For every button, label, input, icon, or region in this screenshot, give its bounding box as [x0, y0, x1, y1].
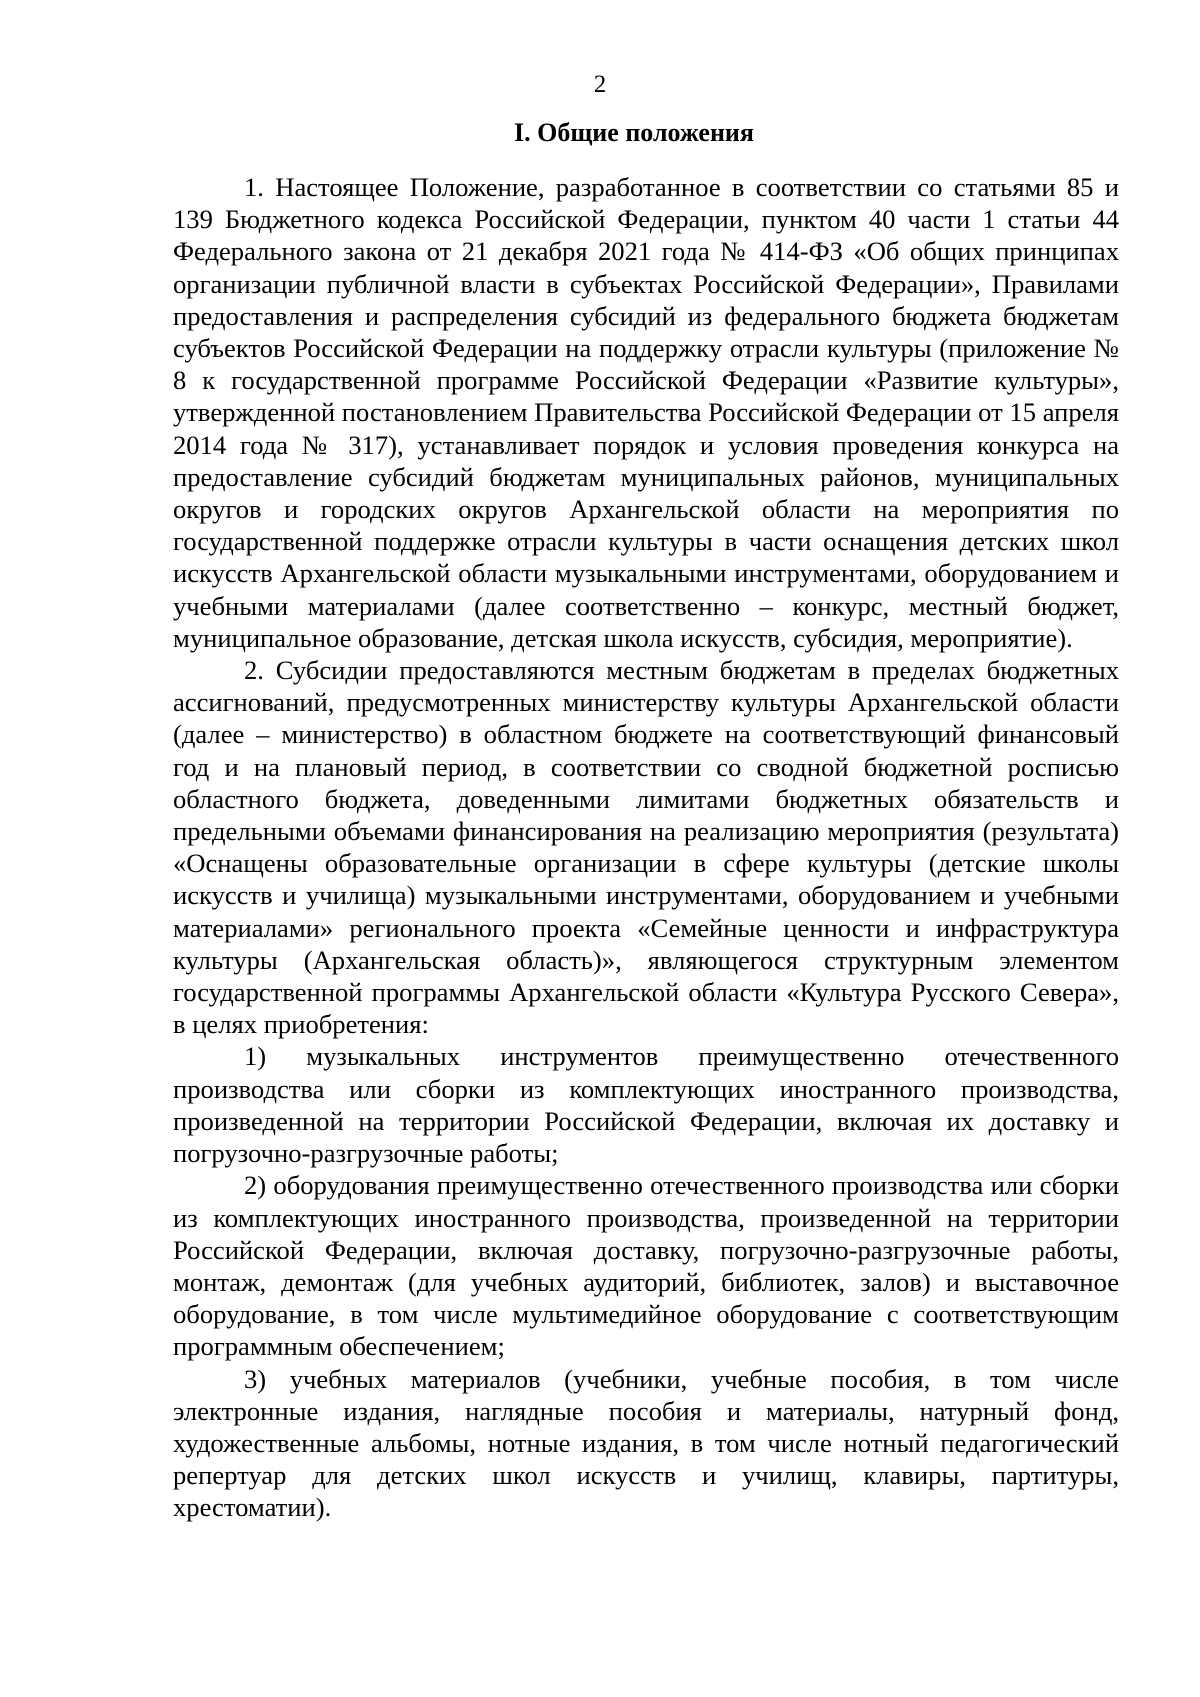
list-item-equipment: 2) оборудования преимущественно отечественного производства или сборки из комплектующих иностранного производства, произведенной на территории Российской Федерации, включая доставку, погрузочно-разгрузочные работы, монтаж, демонтаж (для учебных аудиторий, библиотек, залов) и выставочное оборудование, в том числе мультимедийное оборудование с соответствующим программным обеспечением; [173, 1170, 1119, 1362]
list-item-musical-instruments: 1) музыкальных инструментов преимущественно отечественного производства или сборки из комплектующих иностранного производства, произведенной на территории Российской Федерации, включая их доставку и погрузочно-разгрузочные работы; [173, 1041, 1119, 1169]
paragraph-1-regulation-basis: 1. Настоящее Положение, разработанное в соответствии со статьями 85 и 139 Бюджетного кодекса Российской Федерации, пунктом 40 части 1 статьи 44 Федерального закона от 21 декабря 2021 года № 414-ФЗ «Об общих принципах организации публичной власти в субъектах Российской Федерации», Правилами предоставления и распределения субсидий из федерального бюджета бюджетам субъектов Российской Федерации на поддержку отрасли культуры (приложение № 8 к государственной программе Российской Федерации «Развитие культуры», утвержденной постановлением Правительства Российской Федерации от 15 апреля 2014 года № 317), устанавливает порядок и условия проведения конкурса на предоставление субсидий бюджетам муниципальных районов, муниципальных округов и городских округов Архангельской области на мероприятия по государственной поддержке отрасли культуры в части оснащения детских школ искусств Архангельской области музыкальными инструментами, оборудованием и учебными материалами (далее соответственно – конкурс, местный бюджет, муниципальное образование, детская школа искусств, субсидия, мероприятие). [173, 172, 1119, 653]
list-item-educational-materials: 3) учебных материалов (учебники, учебные пособия, в том числе электронные издания, наглядные пособия и материалы, натурный фонд, художественные альбомы, нотные издания, в том числе нотный педагогический репертуар для детских школ искусств и училищ, клавиры, партитуры, хрестоматии). [173, 1363, 1119, 1523]
document-body [173, 171, 1119, 1524]
paragraph-2-subsidy-provision: 2. Субсидии предоставляются местным бюджетам в пределах бюджетных ассигнований, предусмотренных министерству культуры Архангельской области (далее – министерство) в областном бюджете на соответствующий финансовый год и на плановый период, в соответствии со сводной бюджетной росписью областного бюджета, доведенными лимитами бюджетных обязательств и предельными объемами финансирования на реализацию мероприятия (результата) «Оснащены образовательные организации в сфере культуры (детские школы искусств и училища) музыкальными инструментами, оборудованием и учебными материалами» регионального проекта «Семейные ценности и инфраструктура культуры (Архангельская область)», являющегося структурным элементом государственной программы Архангельской области «Культура Русского Севера», в целях приобретения: [173, 655, 1119, 1040]
page-number: 2 [593, 71, 607, 98]
section-title: I. Общие положения [514, 118, 754, 147]
